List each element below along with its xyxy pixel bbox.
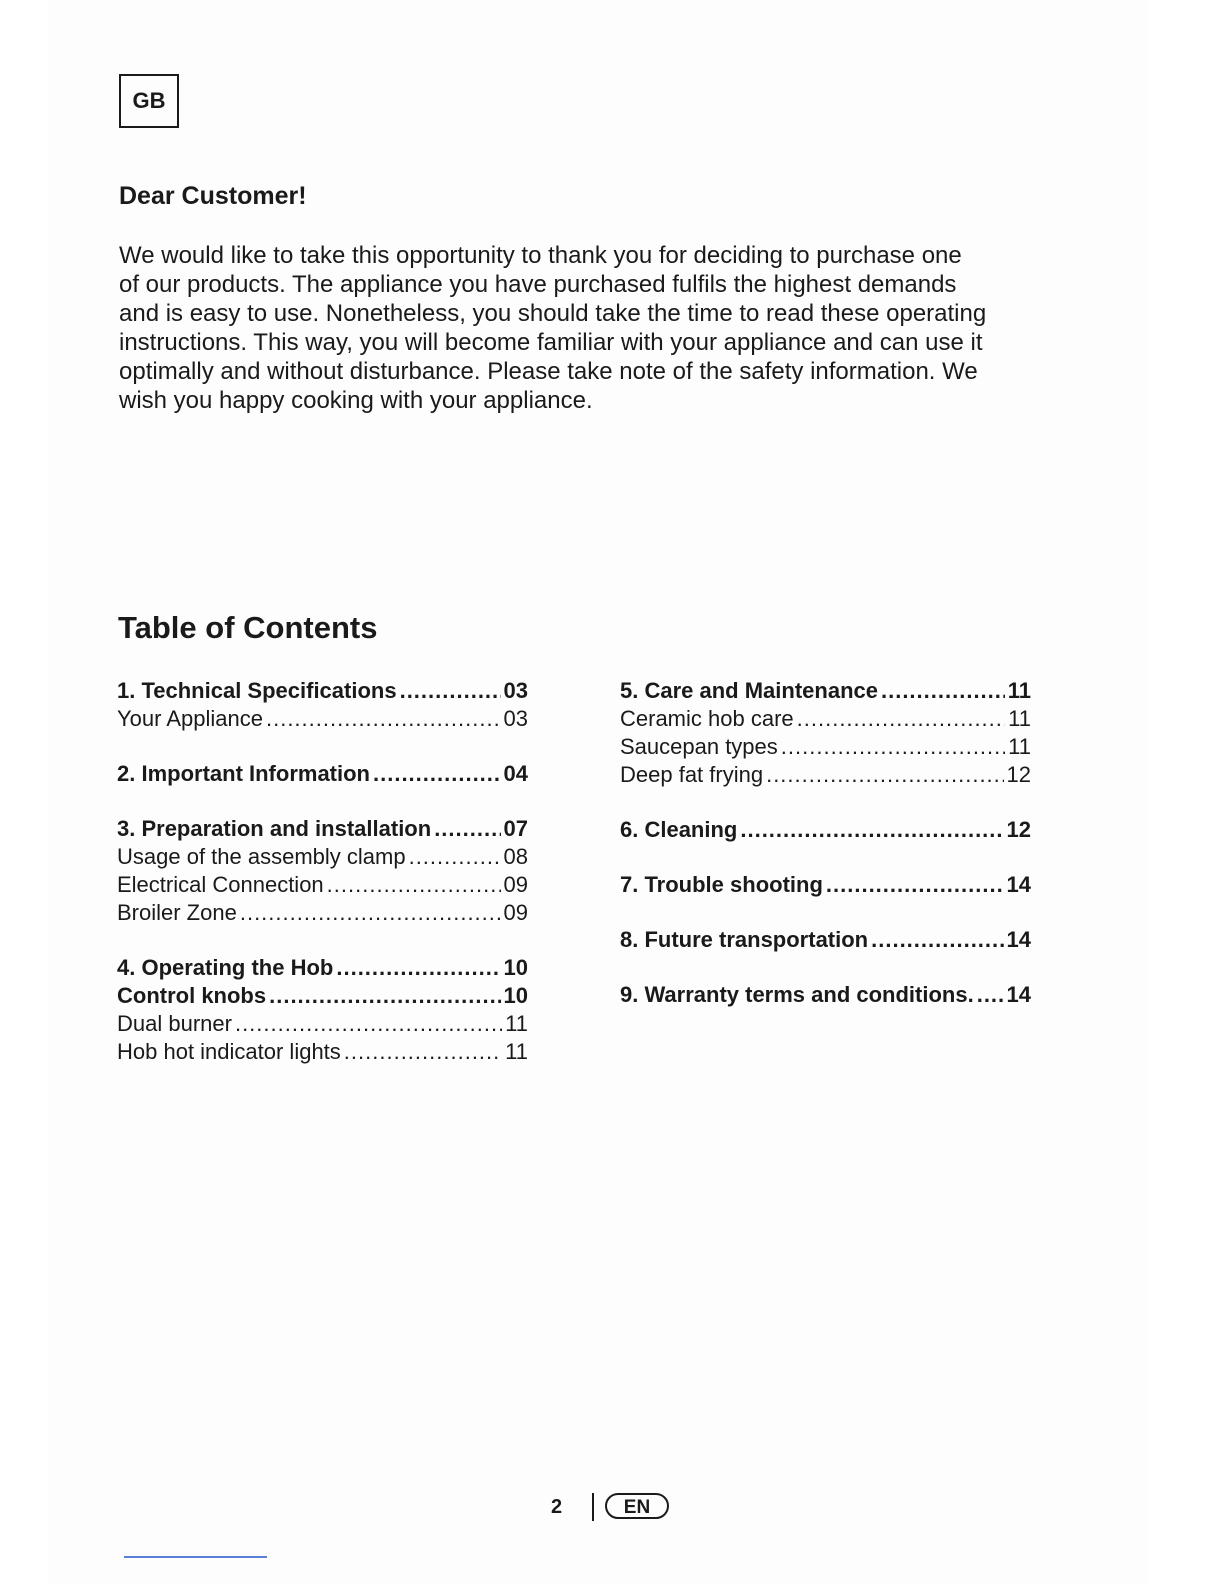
toc-entry-label: Your Appliance [117, 706, 263, 731]
toc-title: Table of Contents [118, 610, 378, 645]
toc-entry-label: Deep fat frying [620, 762, 764, 787]
intro-line: and is easy to use. Nonetheless, you should take the time to read these operating [119, 300, 987, 327]
intro-line: of our products. The appliance you have purchased fulfils the highest demands [119, 271, 957, 298]
toc-section-entry [117, 816, 528, 844]
toc-entry-label: Control knobs [117, 983, 267, 1008]
toc-entry-label: 1. Technical Specifications [117, 678, 397, 703]
intro-line: wish you happy cooking with your appliance. [119, 387, 593, 414]
toc-entry-label: 4. Operating the Hob [117, 955, 334, 980]
toc-spacer [620, 790, 1031, 817]
intro-line: We would like to take this opportunity to thank you for deciding to purchase one [119, 242, 962, 269]
footer-divider [592, 1493, 594, 1521]
toc-dot-leader [344, 1039, 502, 1065]
toc-section-entry [620, 927, 1031, 955]
toc-right-column [620, 678, 1031, 1010]
toc-subsection-entry [117, 900, 528, 928]
language-box [119, 74, 179, 128]
greeting-heading: Dear Customer! [119, 182, 307, 210]
toc-entry-page: 11 [505, 1039, 528, 1064]
toc-dot-leader [797, 706, 1006, 732]
toc-entry-page: 10 [503, 983, 528, 1008]
page-footer [0, 1490, 1224, 1526]
toc-dot-leader [826, 872, 1004, 898]
intro-line: instructions. This way, you will become familiar with your appliance and can use it [119, 329, 983, 356]
toc-entry-label: 7. Trouble shooting [620, 872, 823, 897]
toc-dot-leader [781, 734, 1005, 760]
toc-dot-leader [977, 982, 1004, 1008]
toc-dot-leader [881, 678, 1005, 704]
toc-section-entry [620, 678, 1031, 706]
toc-entry-label: 5. Care and Maintenance [620, 678, 878, 703]
toc-entry-page: 09 [503, 900, 528, 925]
toc-spacer [117, 734, 528, 761]
toc-section-entry [620, 872, 1031, 900]
toc-entry-page: 11 [505, 1011, 528, 1036]
toc-subsection-entry [620, 734, 1031, 762]
toc-entry-page: 12 [1006, 817, 1031, 842]
toc-spacer [620, 955, 1031, 982]
intro-line: optimally and without disturbance. Please take note of the safety information. We [119, 358, 978, 385]
toc-subsection-entry [117, 844, 528, 872]
toc-section-entry [620, 982, 1031, 1010]
toc-entry-page: 09 [503, 872, 528, 897]
toc-dot-leader [871, 927, 1003, 953]
toc-dot-leader [327, 872, 501, 898]
toc-entry-label: Usage of the assembly clamp [117, 844, 406, 869]
toc-dot-leader [235, 1011, 502, 1037]
toc-entry-page: 07 [503, 816, 528, 841]
toc-entry-page: 11 [1008, 706, 1031, 731]
toc-entry-page: 14 [1006, 927, 1031, 952]
toc-entry-page: 03 [503, 678, 528, 703]
toc-entry-page: 11 [1008, 734, 1031, 759]
toc-dot-leader [269, 983, 500, 1009]
toc-section-entry [620, 817, 1031, 845]
toc-entry-page: 03 [503, 706, 528, 731]
toc-entry-page: 11 [1007, 678, 1031, 703]
toc-dot-leader [373, 761, 501, 787]
toc-dot-leader [434, 816, 500, 842]
language-badge-icon [604, 1492, 670, 1520]
toc-left-column [117, 678, 528, 1067]
bottom-rule [124, 1556, 267, 1558]
toc-entry-page: 04 [503, 761, 528, 786]
toc-entry-label: Dual burner [117, 1011, 232, 1036]
toc-entry-label: Hob hot indicator lights [117, 1039, 341, 1064]
language-code: GB [132, 88, 166, 113]
toc-subsection-entry [117, 1039, 528, 1067]
toc-subsection-entry [117, 872, 528, 900]
toc-spacer [117, 928, 528, 955]
toc-dot-leader [740, 817, 1003, 843]
toc-section-entry [117, 955, 528, 983]
toc-entry-label: 2. Important Information [117, 761, 370, 786]
toc-dot-leader [409, 844, 501, 870]
page-number: 2 [551, 1496, 563, 1518]
toc-entry-label: 3. Preparation and installation [117, 816, 432, 841]
toc-dot-leader [336, 955, 500, 981]
language-badge-text: EN [623, 1497, 651, 1518]
toc-section-entry [117, 678, 528, 706]
toc-spacer [620, 900, 1031, 927]
toc-dot-leader [400, 678, 501, 704]
toc-dot-leader [766, 762, 1003, 788]
toc-entry-label: 8. Future transportation [620, 927, 869, 952]
toc-entry-label: Saucepan types [620, 734, 778, 759]
toc-entry-label: Broiler Zone [117, 900, 237, 925]
toc-entry-page: 14 [1006, 872, 1031, 897]
toc-entry-label: Ceramic hob care [620, 706, 794, 731]
toc-entry-page: 08 [503, 844, 528, 869]
toc-entry-label: Electrical Connection [117, 872, 324, 897]
toc-entry-label: 6. Cleaning [620, 817, 738, 842]
toc-entry-page: 14 [1006, 982, 1031, 1007]
toc-entry-page: 10 [503, 955, 528, 980]
toc-subsection-entry [620, 762, 1031, 790]
toc-subsection-entry [117, 1011, 528, 1039]
toc-entry-label: 9. Warranty terms and conditions. [620, 982, 974, 1007]
toc-spacer [117, 789, 528, 816]
toc-entry-page: 12 [1006, 762, 1031, 787]
toc-subsection-entry [620, 706, 1031, 734]
toc-section-entry [117, 761, 528, 789]
toc-dot-leader [240, 900, 501, 926]
intro-paragraph [119, 241, 1019, 415]
toc-spacer [620, 845, 1031, 872]
toc-dot-leader [266, 706, 501, 732]
toc-section-entry [117, 983, 528, 1011]
toc-subsection-entry [117, 706, 528, 734]
